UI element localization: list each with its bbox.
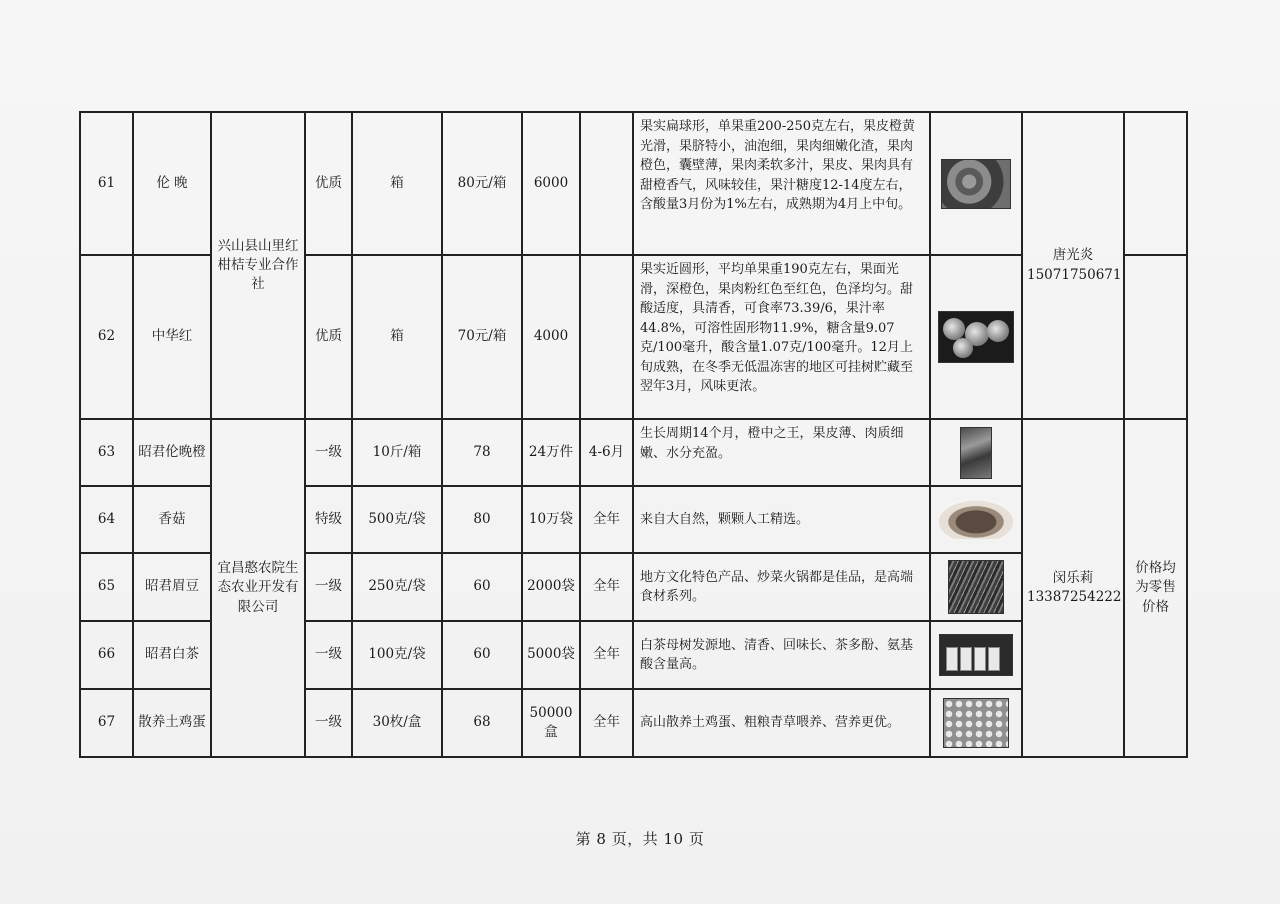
product-price: 78 [442, 419, 522, 486]
supply-period: 全年 [580, 486, 633, 553]
contact-cell [1022, 419, 1124, 757]
product-name: 昭君眉豆 [133, 553, 211, 621]
product-photo-cell [930, 486, 1022, 553]
product-name: 昭君白茶 [133, 621, 211, 689]
row-number: 63 [80, 419, 133, 486]
product-name: 中华红 [133, 255, 211, 419]
product-unit: 30枚/盒 [352, 689, 442, 757]
product-description: 生长周期14个月，橙中之王，果皮薄、肉质细嫩、水分充盈。 [633, 419, 930, 486]
product-grade: 一级 [305, 689, 352, 757]
product-quantity: 4000 [522, 255, 580, 419]
product-grade: 特级 [305, 486, 352, 553]
row-number: 67 [80, 689, 133, 757]
product-quantity: 50000盒 [522, 689, 580, 757]
product-description: 果实扁球形，单果重200-250克左右，果皮橙黄光滑，果脐特小，油泡细，果肉细嫩化渣，果肉橙色，囊壁薄，果肉柔软多汁，果皮、果肉具有甜橙香气，风味较佳，果汁糖度12-14度左右，含酸量3月份为1%左右，成熟期为4月上中旬。 [633, 112, 930, 255]
contact-name: 唐光炎 [1052, 247, 1094, 264]
product-name: 伦 晚 [133, 112, 211, 255]
beans-photo [948, 560, 1004, 614]
product-grade: 优质 [305, 112, 352, 255]
product-photo-cell [930, 419, 1022, 486]
product-grade: 一级 [305, 419, 352, 486]
row-number: 61 [80, 112, 133, 255]
product-description: 地方文化特色产品、炒菜火锅都是佳品，是高端食材系列。 [633, 553, 930, 621]
tea-package-photo [939, 634, 1013, 676]
product-unit: 250克/袋 [352, 553, 442, 621]
cut-orange-photo [938, 311, 1014, 363]
product-price: 70元/箱 [442, 255, 522, 419]
product-quantity: 6000 [522, 112, 580, 255]
product-unit: 箱 [352, 112, 442, 255]
page-footer: 第 8 页，共 10 页 [575, 830, 705, 848]
product-quantity: 10万袋 [522, 486, 580, 553]
company-name: 兴山县山里红柑桔专业合作社 [211, 112, 305, 419]
supply-period: 全年 [580, 621, 633, 689]
supply-period [580, 255, 633, 419]
product-price: 68 [442, 689, 522, 757]
product-quantity: 5000袋 [522, 621, 580, 689]
row-number: 64 [80, 486, 133, 553]
price-note: 价格均为零售价格 [1135, 560, 1176, 615]
supply-period [580, 112, 633, 255]
product-photo-cell [930, 621, 1022, 689]
row-number: 65 [80, 553, 133, 621]
row-number: 66 [80, 621, 133, 689]
row-number: 62 [80, 255, 133, 419]
contact-phone: 15071750671 [1027, 266, 1122, 283]
product-unit: 10斤/箱 [352, 419, 442, 486]
product-description: 果实近圆形，平均单果重190克左右，果面光滑，深橙色，果肉粉红色至红色，色泽均匀。甜酸适度，具清香，可食率73.39/6，果汁率44.8%，可溶性固形物11.9%，糖含量9.07克/100毫升，酸含量1.07克/100毫升。12月上旬成熟，在冬季无低温冻害的地区可挂树贮藏至翌年3月，风味更浓。 [633, 255, 930, 419]
table-row [80, 112, 1187, 255]
contact-cell [1022, 112, 1124, 419]
note-cell [1124, 419, 1187, 757]
table-row [80, 419, 1187, 486]
product-unit: 100克/袋 [352, 621, 442, 689]
product-quantity: 2000袋 [522, 553, 580, 621]
product-grade: 一级 [305, 553, 352, 621]
contact-phone: 13387254222 [1027, 589, 1122, 605]
product-unit: 箱 [352, 255, 442, 419]
product-description: 白茶母树发源地、清香、回味长、茶多酚、氨基酸含量高。 [633, 621, 930, 689]
mushroom-basket-photo [939, 501, 1013, 539]
product-name: 散养土鸡蛋 [133, 689, 211, 757]
product-description: 来自大自然，颗颗人工精选。 [633, 486, 930, 553]
note-cell [1124, 255, 1187, 419]
product-price: 60 [442, 621, 522, 689]
product-price: 60 [442, 553, 522, 621]
orange-tree-photo [960, 427, 992, 479]
supply-period: 全年 [580, 689, 633, 757]
product-description: 高山散养土鸡蛋、粗粮青草喂养、营养更优。 [633, 689, 930, 757]
product-grade: 优质 [305, 255, 352, 419]
note-cell [1124, 112, 1187, 255]
product-grade: 一级 [305, 621, 352, 689]
product-table [79, 111, 1188, 758]
product-name: 香菇 [133, 486, 211, 553]
egg-box-photo [943, 698, 1009, 748]
product-photo-cell [930, 112, 1022, 255]
orange-fruit-photo [941, 159, 1011, 209]
product-photo-cell [930, 689, 1022, 757]
product-photo-cell [930, 553, 1022, 621]
supply-period: 全年 [580, 553, 633, 621]
product-photo-cell [930, 255, 1022, 419]
product-quantity: 24万件 [522, 419, 580, 486]
contact-name: 闵乐莉 [1052, 569, 1094, 586]
product-price: 80元/箱 [442, 112, 522, 255]
product-name: 昭君伦晚橙 [133, 419, 211, 486]
product-unit: 500克/袋 [352, 486, 442, 553]
company-name: 宜昌憨农院生态农业开发有限公司 [211, 419, 305, 757]
supply-period: 4-6月 [580, 419, 633, 486]
product-price: 80 [442, 486, 522, 553]
